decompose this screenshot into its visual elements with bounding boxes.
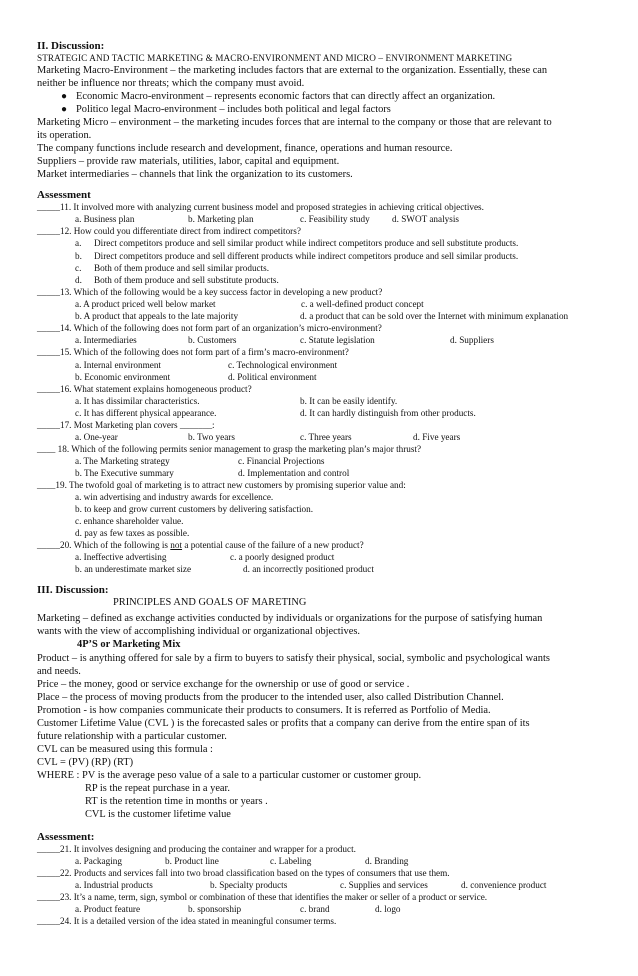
choice: a. Industrial products xyxy=(75,880,153,890)
paragraph-line: and needs. xyxy=(37,666,81,677)
choice: a. It has dissimilar characteristics. xyxy=(75,396,200,406)
choice: d. logo xyxy=(375,904,401,914)
choice: a. Business plan xyxy=(75,214,135,224)
choice: c. a poorly designed product xyxy=(230,552,335,562)
stem-text: _____20. Which of the following is xyxy=(37,540,171,550)
bullet-icon: ● xyxy=(61,91,68,102)
choice: Both of them produce and sell substitute products. xyxy=(94,275,279,285)
choice: d. Implementation and control xyxy=(238,468,350,478)
choice: b. A product that appeals to the late majority xyxy=(75,311,239,321)
paragraph-line: Marketing Micro – environment – the marketing incudes forces that are internal to the company or those that are relevant to xyxy=(37,117,552,128)
choice: a. Ineffective advertising xyxy=(75,552,167,562)
choice-letter: c. xyxy=(75,263,82,273)
choice: Direct competitors produce and sell similar product while indirect competitors produce and sell substitute products. xyxy=(94,238,519,248)
choice: c. Feasibility study xyxy=(300,214,370,224)
section-heading: II. Discussion: xyxy=(37,40,105,52)
choice-letter: a. xyxy=(75,238,82,248)
choice: a. The Marketing strategy xyxy=(75,456,170,466)
paragraph-line: wants with the view of accomplishing individual or organizational objectives. xyxy=(37,626,360,637)
choice-letter: d. xyxy=(75,275,82,285)
question-stem: _____11. It involved more with analyzing current business model and proposed strategies in achieving critical objectives. xyxy=(37,202,484,212)
formula: CVL = (PV) (RP) (RT) xyxy=(37,757,134,768)
choice: a. Packaging xyxy=(75,856,122,866)
bullet-icon: ● xyxy=(61,104,68,115)
choice: a. win advertising and industry awards for excellence. xyxy=(75,492,274,502)
choice: c. Supplies and services xyxy=(340,880,428,890)
choice: a. One-year xyxy=(75,432,118,442)
question-stem: _____15. Which of the following does not form part of a firm’s macro-environment? xyxy=(37,347,349,357)
assessment-heading: Assessment: xyxy=(37,831,95,843)
paragraph-line: Market intermediaries – channels that link the organization to its customers. xyxy=(37,169,353,180)
paragraph-line: Place – the process of moving products from the producer to the intended user, also called Distribution Channel. xyxy=(37,692,504,703)
paragraph-line: Price – the money, good or service exchange for the ownership or use of good or service . xyxy=(37,679,410,690)
paragraph-line: Promotion - is how companies communicate their products to consumers. It is referred as Portfolio of Media. xyxy=(37,705,491,716)
choice: c. Three years xyxy=(300,432,352,442)
paragraph-line: its operation. xyxy=(37,130,92,141)
paragraph-line: Marketing – defined as exchange activities conducted by individuals or organizations for the purpose of satisfying human xyxy=(37,613,543,624)
question-stem: ____ 18. Which of the following permits senior management to grasp the marketing plan’s major thrust? xyxy=(37,444,422,454)
question-stem xyxy=(37,541,364,550)
choice: b. Customers xyxy=(188,335,237,345)
choice: d. an incorrectly positioned product xyxy=(243,564,374,574)
choice: d. Suppliers xyxy=(450,335,494,345)
choice: b. to keep and grow current customers by delivering satisfaction. xyxy=(75,504,314,514)
choice: b. Specialty products xyxy=(210,880,288,890)
question-stem: _____21. It involves designing and producing the container and wrapper for a product. xyxy=(37,844,356,854)
bullet-item: Economic Macro-environment – represents economic factors that can directly affect an organization. xyxy=(76,91,496,102)
mix-heading: 4P’S or Marketing Mix xyxy=(77,639,181,650)
paragraph-line: The company functions include research and development, finance, operations and human resource. xyxy=(37,143,453,154)
paragraph-line: Product – is anything offered for sale by a firm to buyers to satisfy their physical, social, symbolic and psychological wants xyxy=(37,653,550,664)
choice: c. brand xyxy=(300,904,330,914)
paragraph-line: Customer Lifetime Value (CVL ) is the forecasted sales or profits that a company can derive from the entire span of its xyxy=(37,718,530,729)
choice: b. Marketing plan xyxy=(188,214,254,224)
stem-text: a potential cause of the failure of a new product? xyxy=(182,540,364,550)
choice: b. Product line xyxy=(165,856,219,866)
choice: d. Political environment xyxy=(228,372,317,382)
choice: c. Labeling xyxy=(270,856,312,866)
choice: b. an underestimate market size xyxy=(75,564,192,574)
choice: c. It has different physical appearance. xyxy=(75,408,217,418)
choice: b. Economic environment xyxy=(75,372,171,382)
choice: a. Internal environment xyxy=(75,360,161,370)
choice: c. Financial Projections xyxy=(238,456,325,466)
bullet-item: Politico legal Macro-environment – includes both political and legal factors xyxy=(76,104,391,115)
question-stem: _____16. What statement explains homogeneous product? xyxy=(37,384,252,394)
paragraph-line: neither be influence nor threats; which the company must avoid. xyxy=(37,78,305,89)
choice: d. SWOT analysis xyxy=(392,214,459,224)
choice: d. convenience product xyxy=(461,880,547,890)
choice: d. Branding xyxy=(365,856,409,866)
section-title: PRINCIPLES AND GOALS OF MARETING xyxy=(113,597,307,608)
stem-underlined-word: not xyxy=(170,540,183,550)
choice: Direct competitors produce and sell different products while indirect competitors produce and sell similar products. xyxy=(94,251,519,261)
choice: b. Two years xyxy=(188,432,235,442)
question-stem: _____22. Products and services fall into two broad classification based on the types of consumers that use them. xyxy=(37,868,450,878)
assessment-heading: Assessment xyxy=(37,189,91,201)
choice: a. A product priced well below market xyxy=(75,299,216,309)
question-stem: _____12. How could you differentiate direct from indirect competitors? xyxy=(37,226,301,236)
definition-line: RT is the retention time in months or years . xyxy=(85,796,268,807)
choice: d. pay as few taxes as possible. xyxy=(75,528,190,538)
paragraph-line: Marketing Macro-Environment – the marketing includes factors that are external to the organization. Essentially, these can xyxy=(37,65,548,76)
choice: a. Intermediaries xyxy=(75,335,137,345)
definition-line: RP is the repeat purchase in a year. xyxy=(85,783,231,794)
choice-letter: b. xyxy=(75,251,82,261)
paragraph-line: CVL can be measured using this formula : xyxy=(37,744,213,755)
choice: c. Technological environment xyxy=(228,360,338,370)
choice: b. The Executive summary xyxy=(75,468,174,478)
choice: b. It can be easily identify. xyxy=(300,396,398,406)
paragraph-line: Suppliers – provide raw materials, utilities, labor, capital and equipment. xyxy=(37,156,340,167)
definition-line: CVL is the customer lifetime value xyxy=(85,809,231,820)
paragraph-line: future relationship with a particular customer. xyxy=(37,731,227,742)
question-stem: ____19. The twofold goal of marketing is to attract new customers by promising superior value and: xyxy=(37,480,406,490)
question-stem: _____23. It’s a name, term, sign, symbol or combination of these that identifies the maker or seller of a product or service. xyxy=(37,892,488,902)
choice: d. a product that can be sold over the Internet with minimum explanation xyxy=(300,311,569,321)
section-heading: III. Discussion: xyxy=(37,584,109,596)
choice: Both of them produce and sell similar products. xyxy=(94,263,270,273)
choice: d. Five years xyxy=(413,432,461,442)
choice: d. It can hardly distinguish from other products. xyxy=(300,408,476,418)
section-subtitle: STRATEGIC AND TACTIC MARKETING & MACRO-ENVIRONMENT AND MICRO – ENVIRONMENT MARKETING xyxy=(37,53,513,63)
choice: a. Product feature xyxy=(75,904,141,914)
paragraph-line: WHERE : PV is the average peso value of a sale to a particular customer or customer group. xyxy=(37,770,422,781)
choice: c. Statute legislation xyxy=(300,335,375,345)
question-stem: _____13. Which of the following would be a key success factor in developing a new product? xyxy=(37,287,383,297)
question-stem: _____17. Most Marketing plan covers _______: xyxy=(37,420,215,430)
choice: b. sponsorship xyxy=(188,904,242,914)
choice: c. a well-defined product concept xyxy=(301,299,424,309)
question-stem: _____24. It is a detailed version of the idea stated in meaningful consumer terms. xyxy=(37,916,337,926)
question-stem: _____14. Which of the following does not form part of an organization’s micro-environment? xyxy=(37,323,382,333)
choice: c. enhance shareholder value. xyxy=(75,516,184,526)
